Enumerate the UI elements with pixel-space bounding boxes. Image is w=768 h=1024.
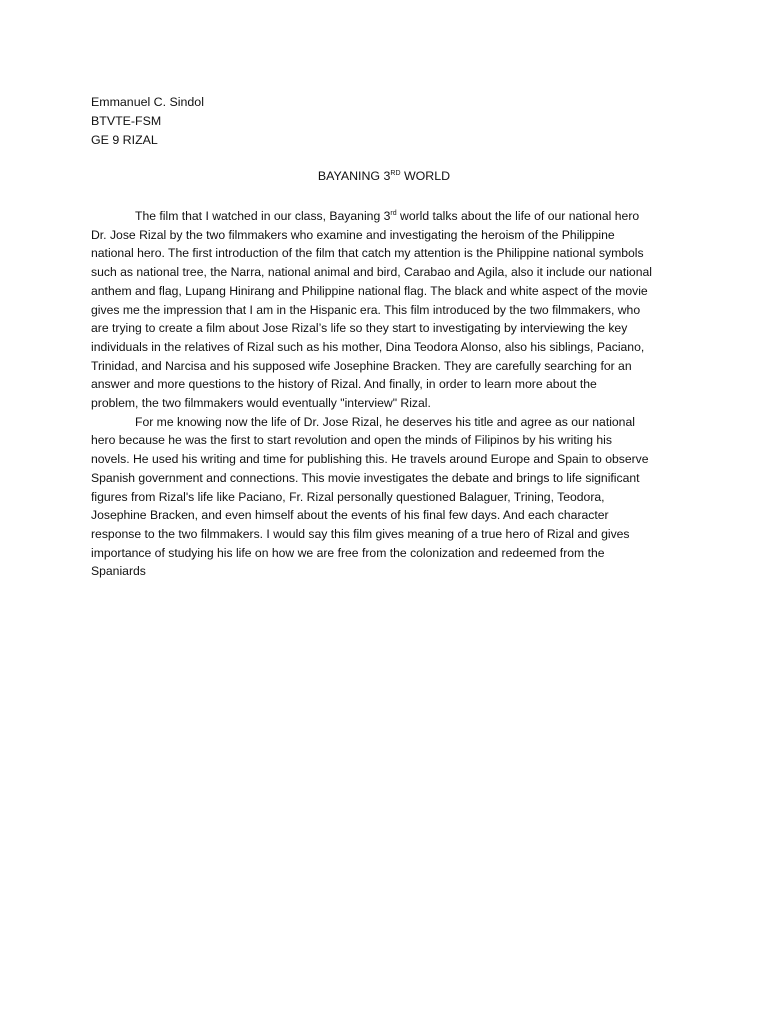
text-line: are trying to create a film about Jose Rizal’s life so they start to investigating by interviewing the key — [91, 321, 628, 336]
text-line: Spanish government and connections. This movie investigates the debate and brings to life significant — [91, 470, 640, 485]
paragraph-1-line-1 — [91, 207, 667, 226]
text-line: response to the two filmmakers. I would say this film gives meaning of a true hero of Rizal and gives — [91, 526, 630, 541]
text-line: anthem and flag, Lupang Hinirang and Philippine national flag. The black and white aspect of the movie — [91, 283, 648, 298]
text-line: Trinidad, and Narcisa and his supposed wife Josephine Bracken. They are carefully searching for an — [91, 358, 632, 373]
paragraph-1 — [91, 207, 667, 413]
text-line: Dr. Jose Rizal by the two filmmakers who examine and investigating the heroism of the Philippine — [91, 227, 615, 242]
essay-body — [91, 207, 667, 581]
paragraph-2 — [91, 413, 667, 581]
title-superscript: RD — [390, 170, 401, 177]
title-main: BAYANING 3 — [317, 169, 391, 183]
text-line: importance of studying his life on how we are free from the colonization and redeemed from the — [91, 545, 605, 560]
document-title — [0, 167, 768, 186]
text-line: figures from Rizal's life like Paciano, Fr. Rizal personally questioned Balaguer, Trining, Teodora, — [91, 489, 605, 504]
text-run: world talks about the life of our national hero — [396, 209, 640, 223]
text-line: hero because he was the first to start revolution and open the minds of Filipinos by his writing his — [91, 433, 612, 448]
paragraph-2-line-1: For me knowing now the life of Dr. Jose Rizal, he deserves his title and agree as our national — [135, 414, 635, 429]
text-line: Spaniards — [91, 564, 146, 579]
course-name: BTVTE-FSM — [91, 114, 162, 128]
text-line: national hero. The first introduction of the film that catch my attention is the Philippine national symbols — [91, 246, 644, 261]
text-line: gives me the impression that I am in the Hispanic era. This film introduced by the two filmmakers, who — [91, 302, 641, 317]
text-line: novels. He used his writing and time for publishing this. He travels around Europe and Spain to observe — [91, 452, 649, 467]
text-line: such as national tree, the Narra, national animal and bird, Carabao and Agila, also it include our national — [91, 265, 652, 280]
text-line: Josephine Bracken, and even himself about the events of his final few days. And each character — [91, 508, 609, 523]
author-name: Emmanuel C. Sindol — [91, 95, 204, 109]
text-line: individuals in the relatives of Rizal such as his mother, Dina Teodora Alonso, also his siblings, Paciano, — [91, 339, 645, 354]
text-line: problem, the two filmmakers would eventually "interview" Rizal. — [91, 396, 431, 411]
text-run: The film that I watched in our class, Bayaning 3 — [135, 209, 391, 223]
ordinal-superscript: rd — [390, 210, 397, 217]
text-line: answer and more questions to the history of Rizal. And finally, in order to learn more about the — [91, 377, 597, 392]
title-rest: WORLD — [400, 169, 451, 183]
subject-name: GE 9 RIZAL — [91, 133, 158, 147]
author-header — [91, 93, 204, 150]
